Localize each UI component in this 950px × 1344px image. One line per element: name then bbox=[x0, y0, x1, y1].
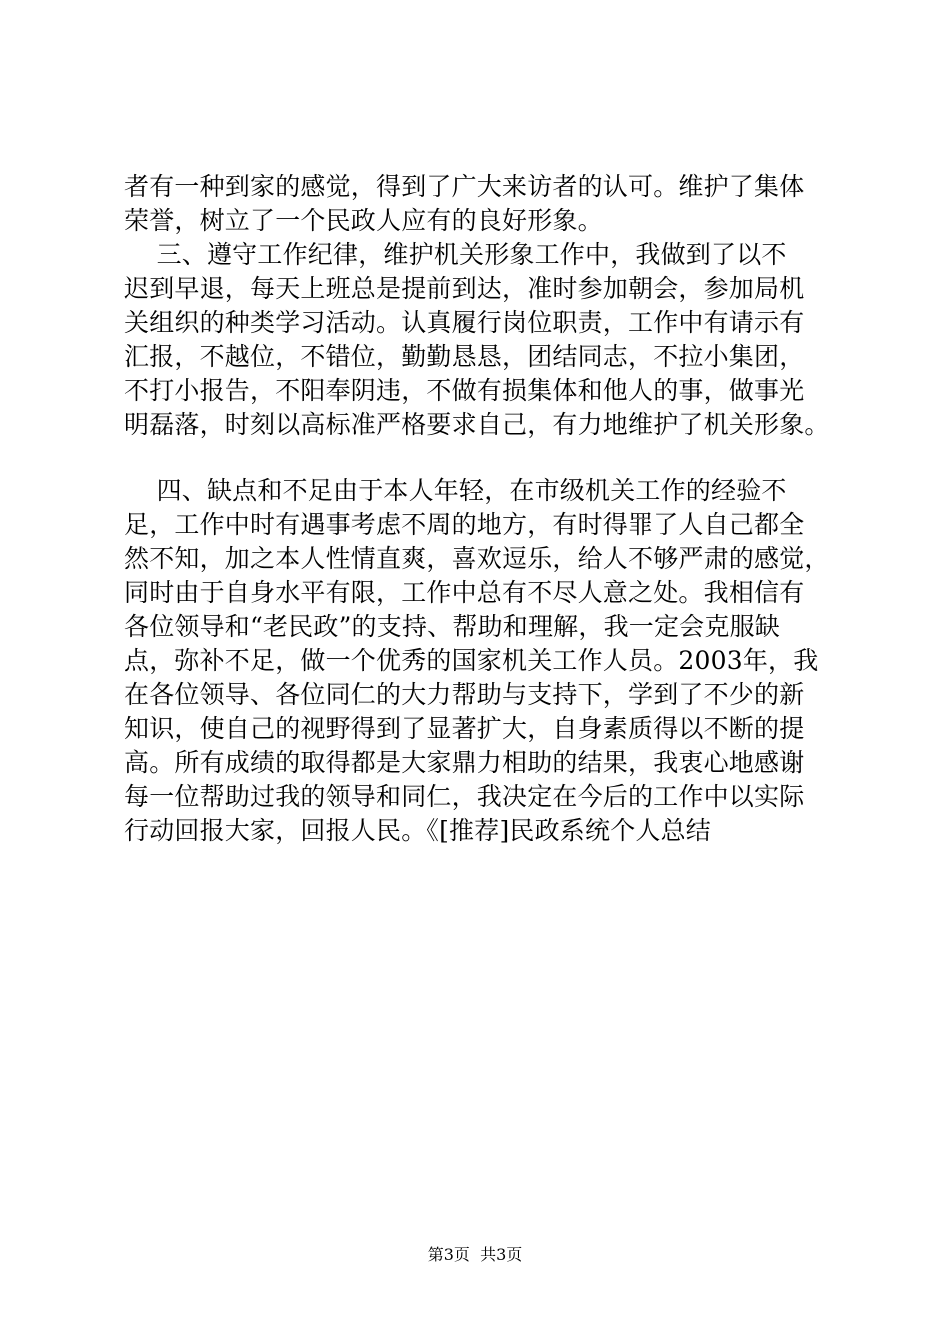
page-number-footer: 第3页 共3页 bbox=[427, 1245, 523, 1264]
text-line: 明磊落，时刻以高标准严格要求自己，有力地维护了机关形象。 bbox=[124, 410, 830, 439]
text-line: 然不知，加之本人性情直爽，喜欢逗乐，给人不够严肃的感觉， bbox=[124, 544, 830, 573]
paragraph-gap bbox=[124, 442, 844, 474]
text-line: 知识，使自己的视野得到了显著扩大，自身素质得以不断的提 bbox=[124, 714, 805, 743]
text-line: 点，弥补不足，做一个优秀的国家机关工作人员。2003年，我 bbox=[124, 646, 819, 675]
text-line: 关组织的种类学习活动。认真履行岗位职责，工作中有请示有 bbox=[124, 308, 805, 337]
text-line: 同时由于自身水平有限，工作中总有不尽人意之处。我相信有 bbox=[124, 578, 805, 607]
text-line: 高。所有成绩的取得都是大家鼎力相助的结果，我衷心地感谢 bbox=[124, 748, 805, 777]
text-line: 各位领导和“老民政”的支持、帮助和理解，我一定会克服缺 bbox=[124, 612, 780, 641]
text-line: 迟到早退，每天上班总是提前到达，准时参加朝会，参加局机 bbox=[124, 274, 805, 303]
text-line: 三、遵守工作纪律，维护机关形象工作中，我做到了以不 bbox=[124, 240, 787, 269]
text-line: 汇报，不越位，不错位，勤勤恳恳，团结同志，不拉小集团， bbox=[124, 342, 805, 371]
text-line: 行动回报大家，回报人民。《[推荐]民政系统个人总结 bbox=[124, 816, 712, 845]
text-line: 在各位领导、各位同仁的大力帮助与支持下，学到了不少的新 bbox=[124, 680, 805, 709]
text-line: 者有一种到家的感觉，得到了广大来访者的认可。维护了集体 bbox=[124, 172, 805, 201]
document-body bbox=[124, 170, 844, 848]
text-line: 四、缺点和不足由于本人年轻，在市级机关工作的经验不 bbox=[124, 476, 787, 505]
text-line: 不打小报告，不阳奉阴违，不做有损集体和他人的事，做事光 bbox=[124, 376, 805, 405]
text-line: 每一位帮助过我的领导和同仁，我决定在今后的工作中以实际 bbox=[124, 782, 805, 811]
text-line: 足，工作中时有遇事考虑不周的地方，有时得罪了人自己都全 bbox=[124, 510, 805, 539]
text-line: 荣誉，树立了一个民政人应有的良好形象。 bbox=[124, 206, 603, 235]
